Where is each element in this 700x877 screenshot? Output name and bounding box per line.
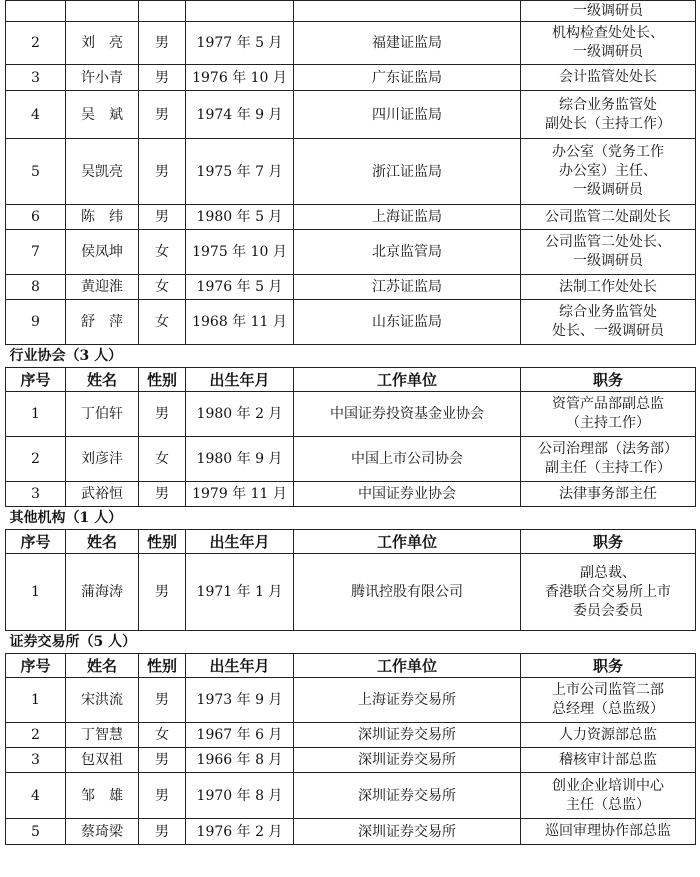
personnel-table [5,0,696,845]
gender-cell: 女 [139,275,186,300]
name-cell: 侯凤坤 [66,230,139,275]
work-unit-cell: 中国证券业协会 [294,482,521,507]
gender-cell: 女 [139,300,186,345]
position-cell [521,275,696,300]
position-line: 一级调研员 [573,44,643,60]
position-cell [521,205,696,230]
work-unit-cell: 深圳证券交易所 [294,819,521,845]
gender-cell: 男 [139,773,186,819]
work-unit-cell: 深圳证券交易所 [294,773,521,819]
name-cell: 许小青 [66,65,139,91]
position-cell [521,230,696,275]
work-unit-cell: 山东证监局 [294,300,521,345]
position-line: 人力资源部总监 [559,726,657,743]
position-header: 职务 [521,530,696,554]
position-cell [521,392,696,437]
position-line: 公司监管二处处长、 [545,234,671,250]
position-cell [521,773,696,819]
position-line: （主持工作） [566,415,650,431]
position-cell [521,300,696,345]
position-header: 职务 [521,368,696,392]
table-row [6,437,696,482]
name-cell: 吴凯亮 [66,139,139,205]
gender-cell: 男 [139,91,186,139]
birth-date-cell: 1974 年 9 月 [186,91,294,139]
birth-date-cell: 1980 年 5 月 [186,205,294,230]
birth-date-cell: 1975 年 7 月 [186,139,294,205]
name-cell: 丁伯轩 [66,392,139,437]
serial-number-cell: 8 [6,275,66,300]
table-row [6,22,696,65]
birth-date-cell: 1966 年 8 月 [186,748,294,773]
gender-cell: 男 [139,65,186,91]
position-line: 副总裁、 [580,564,636,581]
serial-number-cell: 2 [6,437,66,482]
gender-cell: 男 [139,819,186,845]
birth-date-header: 出生年月 [186,368,294,392]
serial-number-cell: 9 [6,300,66,345]
personnel-table-page [5,0,695,845]
table-row [6,205,696,230]
position-line: 稽核审计部总监 [559,751,657,768]
work-unit-cell: 腾讯控股有限公司 [294,554,521,631]
position-line: 法律事务部主任 [559,485,657,502]
table-row [6,65,696,91]
position-line: 上市公司监管二部 [552,682,664,698]
table-header-row [6,654,696,678]
work-unit-cell: 北京监管局 [294,230,521,275]
work-unit-cell: 四川证监局 [294,91,521,139]
table-row [6,139,696,205]
position-line: 会计监管处处长 [559,69,657,85]
position-line: 一级调研员 [573,2,643,19]
birth-date-cell: 1980 年 2 月 [186,392,294,437]
gender-cell: 女 [139,723,186,748]
name-cell: 舒 萍 [66,300,139,345]
name-cell: 武裕恒 [66,482,139,507]
name-cell: 宋洪流 [66,678,139,723]
name-cell: 刘 亮 [66,22,139,65]
serial-number-cell: 1 [6,392,66,437]
name-header: 姓名 [66,368,139,392]
section-title: 证券交易所（5 人） [9,634,137,650]
table-header-row [6,530,696,554]
table-row [6,554,696,631]
gender-cell: 男 [139,22,186,65]
position-line: 副主任（主持工作） [545,460,671,476]
position-line: 办公室（党务工作 [552,144,664,160]
table-row [6,230,696,275]
birth-date-cell: 1968 年 11 月 [186,300,294,345]
gender-header: 性别 [139,368,186,392]
work-unit-cell: 福建证监局 [294,22,521,65]
gender-cell: 男 [139,554,186,631]
table-row [6,1,696,22]
birth-date-cell: 1975 年 10 月 [186,230,294,275]
position-cell [521,819,696,845]
work-unit-cell: 上海证券交易所 [294,678,521,723]
table-row [6,300,696,345]
table-header-row [6,368,696,392]
position-line: 综合业务监管处 [559,96,657,113]
position-header: 职务 [521,654,696,678]
gender-cell: 男 [139,392,186,437]
position-line: 创业企业培训中心 [552,777,664,794]
serial-number-cell: 3 [6,65,66,91]
serial-number-cell: 1 [6,554,66,631]
birth-date-cell: 1973 年 9 月 [186,678,294,723]
serial-number-cell: 3 [6,482,66,507]
section-title: 行业协会（3 人） [9,348,123,364]
name-cell: 蒲海涛 [66,554,139,631]
serial-number-header: 序号 [6,530,66,554]
table-row [6,392,696,437]
work-unit-header: 工作单位 [294,654,521,678]
section-title-row [6,345,696,368]
table-row [6,748,696,773]
position-cell [521,678,696,723]
name-cell: 包双祖 [66,748,139,773]
position-line: 巡回审理协作部总监 [545,823,671,839]
work-unit-cell: 广东证监局 [294,65,521,91]
serial-number-cell: 1 [6,678,66,723]
gender-header: 性别 [139,530,186,554]
position-line: 一级调研员 [573,182,643,198]
name-cell: 刘彦沣 [66,437,139,482]
position-cell [521,554,696,631]
work-unit-cell: 上海证监局 [294,205,521,230]
work-unit-cell: 中国上市公司协会 [294,437,521,482]
name-cell: 吴 斌 [66,91,139,139]
birth-date-header: 出生年月 [186,530,294,554]
birth-date-cell: 1979 年 11 月 [186,482,294,507]
birth-date-cell: 1970 年 8 月 [186,773,294,819]
position-cell [521,65,696,91]
work-unit-header: 工作单位 [294,530,521,554]
work-unit-cell: 浙江证监局 [294,139,521,205]
name-cell: 邹 雄 [66,773,139,819]
birth-date-header: 出生年月 [186,654,294,678]
position-cell [521,723,696,748]
position-line: 公司治理部（法务部） [538,441,678,457]
gender-cell: 男 [139,205,186,230]
gender-header: 性别 [139,654,186,678]
position-cell [521,22,696,65]
position-line: 机构检查处处长、 [552,25,664,41]
name-cell: 丁智慧 [66,723,139,748]
position-cell [521,748,696,773]
position-cell [521,139,696,205]
table-row [6,482,696,507]
gender-cell: 女 [139,437,186,482]
birth-date-cell: 1980 年 9 月 [186,437,294,482]
gender-cell: 女 [139,230,186,275]
birth-date-cell: 1976 年 5 月 [186,275,294,300]
work-unit-header: 工作单位 [294,368,521,392]
serial-number-cell [6,1,66,22]
serial-number-cell: 2 [6,723,66,748]
position-line: 香港联合交易所上市 [545,583,671,600]
serial-number-header: 序号 [6,368,66,392]
table-row [6,723,696,748]
position-line: 总经理（总监级） [552,701,664,717]
name-header: 姓名 [66,530,139,554]
table-row [6,91,696,139]
gender-cell: 男 [139,678,186,723]
gender-cell [139,1,186,22]
position-cell [521,482,696,507]
name-cell: 蔡琦梁 [66,819,139,845]
work-unit-cell: 深圳证券交易所 [294,748,521,773]
name-cell [66,1,139,22]
serial-number-cell: 3 [6,748,66,773]
birth-date-cell: 1971 年 1 月 [186,554,294,631]
serial-number-header: 序号 [6,654,66,678]
work-unit-cell: 深圳证券交易所 [294,723,521,748]
section-title-row [6,507,696,530]
position-cell [521,91,696,139]
position-line: 主任（总监） [566,796,650,813]
name-cell: 陈 纬 [66,205,139,230]
position-line: 处长、一级调研员 [552,323,664,339]
position-cell [521,437,696,482]
birth-date-cell: 1977 年 5 月 [186,22,294,65]
position-line: 资管产品部副总监 [552,396,664,412]
position-line: 一级调研员 [573,253,643,269]
name-header: 姓名 [66,654,139,678]
table-row [6,275,696,300]
table-row [6,819,696,845]
position-line: 办公室）主任、 [559,163,657,179]
table-row [6,773,696,819]
birth-date-cell: 1967 年 6 月 [186,723,294,748]
serial-number-cell: 5 [6,819,66,845]
position-line: 法制工作处处长 [559,278,657,295]
serial-number-cell: 4 [6,773,66,819]
serial-number-cell: 6 [6,205,66,230]
serial-number-cell: 4 [6,91,66,139]
serial-number-cell: 2 [6,22,66,65]
position-line: 综合业务监管处 [559,304,657,320]
name-cell: 黄迎淮 [66,275,139,300]
position-line: 副处长（主持工作） [545,115,671,132]
birth-date-cell [186,1,294,22]
work-unit-cell: 江苏证监局 [294,275,521,300]
birth-date-cell: 1976 年 10 月 [186,65,294,91]
position-line: 公司监管二处副处长 [545,208,671,225]
serial-number-cell: 7 [6,230,66,275]
section-title-row [6,631,696,654]
section-title: 其他机构（1 人） [9,510,123,526]
table-row [6,678,696,723]
position-line: 委员会委员 [573,602,643,619]
gender-cell: 男 [139,139,186,205]
work-unit-cell [294,1,521,22]
gender-cell: 男 [139,748,186,773]
work-unit-cell: 中国证券投资基金业协会 [294,392,521,437]
serial-number-cell: 5 [6,139,66,205]
birth-date-cell: 1976 年 2 月 [186,819,294,845]
gender-cell: 男 [139,482,186,507]
position-cell [521,1,696,22]
